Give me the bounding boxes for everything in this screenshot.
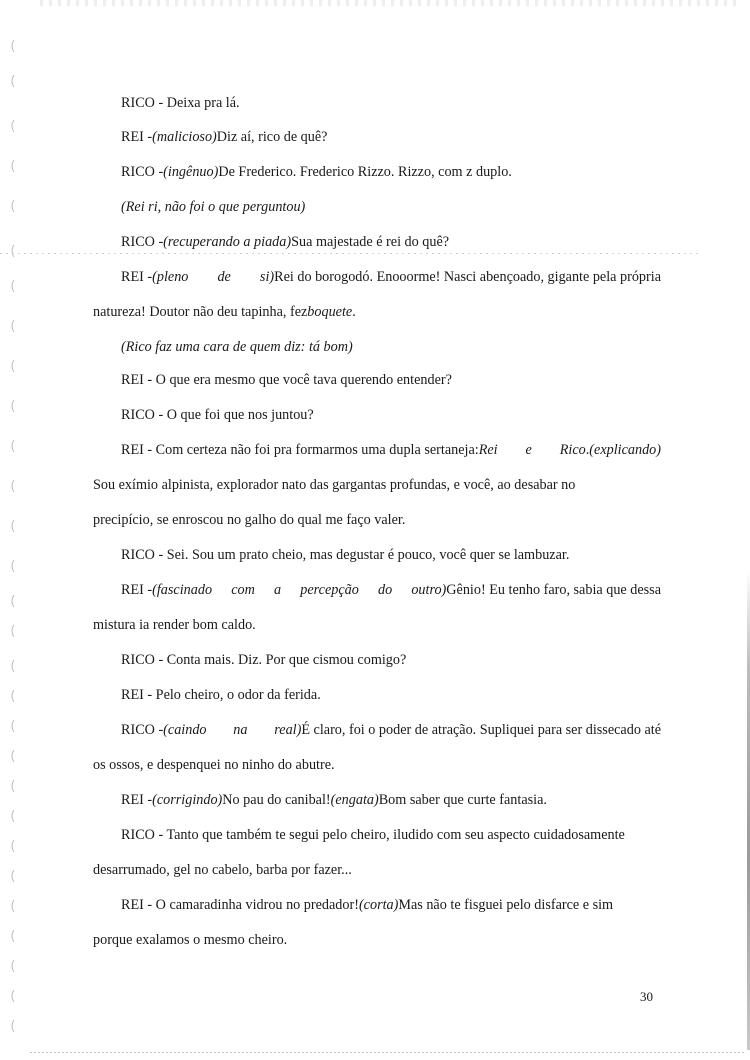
stage-direction: (pleno de si) [152, 269, 275, 285]
text-line: REI -(corrigindo)No pau do canibal!(engata)Bom saber que curte fantasia. [121, 792, 547, 808]
page-number: 30 [640, 989, 653, 1004]
stage-direction: (Rico faz uma cara de quem diz: tá bom) [121, 339, 353, 355]
text-line: RICO -(recuperando a piada)Sua majestade é rei do quê? [121, 234, 450, 250]
text-line: RICO -(caindo na real)É claro, foi o poder de atração. Supliquei para ser dissecado até [121, 722, 661, 738]
text-line: REI -(malicioso)Diz aí, rico de quê? [121, 129, 328, 145]
stage-direction: (corta) [358, 897, 399, 913]
text-line: desarrumado, gel no cabelo, barba por fazer... [93, 862, 352, 878]
text-line: precipício, se enroscou no galho do qual me faço valer. [93, 512, 406, 528]
stage-direction: (fascinado com a percepção do outro) [152, 582, 447, 598]
text-line: RICO - Sei. Sou um prato cheio, mas degustar é pouco, você quer se lambuzar. [121, 547, 570, 563]
text-line: REI - Com certeza não foi pra formarmos uma dupla sertaneja:Rei e Rico.(explicando) [121, 442, 661, 458]
text-line: REI -(fascinado com a percepção do outro)Gênio! Eu tenho faro, sabia que dessa [121, 582, 661, 598]
stage-direction: (caindo na real) [163, 722, 302, 738]
stage-direction: (corrigindo) [152, 792, 223, 808]
stage-direction: (explicando) [589, 442, 661, 458]
stage-direction: (ingênuo) [163, 164, 219, 180]
text-line [121, 190, 750, 224]
text-line: RICO -(ingênuo)De Frederico. Frederico Rizzo. Rizzo, com z duplo. [121, 164, 512, 180]
text-line: RICO - Deixa pra lá. [121, 95, 240, 111]
stage-direction: (engata) [330, 792, 379, 808]
text-line: Sou exímio alpinista, explorador nato das gargantas profundas, e você, ao desabar no [93, 477, 576, 493]
stage-direction: (recuperando a piada) [163, 234, 292, 250]
scan-noise [40, 0, 740, 6]
text-line: porque exalamos o mesmo cheiro. [93, 932, 288, 948]
text-line: REI - O que era mesmo que você tava querendo entender? [121, 372, 452, 388]
text-line: mistura ia render bom caldo. [93, 617, 256, 633]
text-line: REI - Pelo cheiro, o odor da ferida. [121, 687, 321, 703]
stage-direction: (malicioso) [152, 129, 217, 145]
text-line: RICO - Tanto que também te segui pelo cheiro, iludido com seu aspecto cuidadosamente [121, 827, 625, 843]
text-line: RICO - Conta mais. Diz. Por que cismou comigo? [121, 652, 407, 668]
text-line: natureza! Doutor não deu tapinha, fezboquete. [93, 304, 356, 320]
binder-holes [2, 20, 32, 1050]
text-line [121, 330, 750, 364]
stage-direction: (Rei ri, não foi o que perguntou) [121, 199, 306, 215]
scan-line-bottom [30, 1052, 745, 1053]
text-line: REI - O camaradinha vidrou no predador!(corta)Mas não te fisguei pelo disfarce e sim [121, 897, 614, 913]
text-line: RICO - O que foi que nos juntou? [121, 407, 314, 423]
text-line: os ossos, e despenquei no ninho do abutre. [93, 757, 335, 773]
text-line: REI -(pleno de si)Rei do borogodó. Enooorme! Nasci abençoado, gigante pela própria [121, 269, 661, 285]
